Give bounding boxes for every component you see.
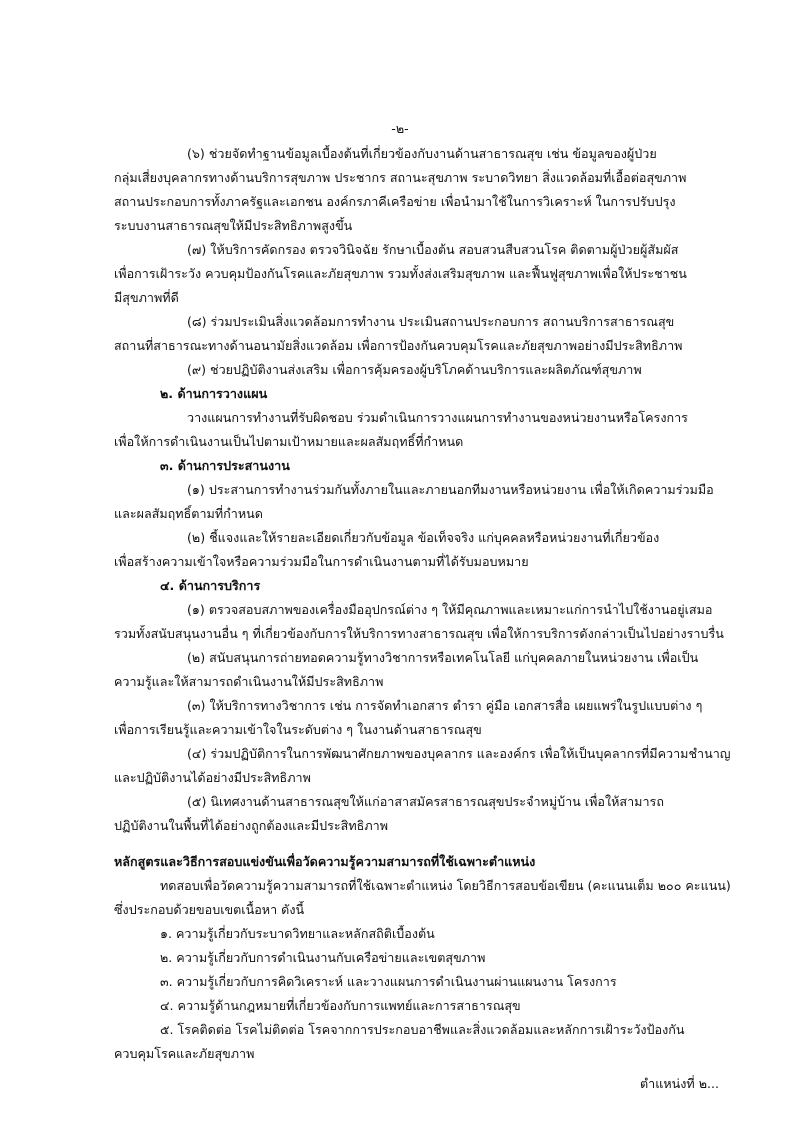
paragraph-line: ซึ่งประกอบด้วยขอบเขตเนื้อหา ดังนี้	[114, 902, 305, 917]
paragraph-line: เพื่อให้การดำเนินงานเป็นไปตามเป้าหมายและผลสัมฤทธิ์ที่กำหนด	[114, 434, 464, 449]
paragraph-line: เพื่อการเฝ้าระวัง ควบคุมป้องกันโรคและภัยสุขภาพ รวมทั้งส่งเสริมสุขภาพ และฟื้นฟูสุขภาพเพื่อให้ประชาชน	[114, 266, 687, 281]
paragraph-line: ปฏิบัติงานในพื้นที่ได้อย่างถูกต้องและมีประสิทธิภาพ	[114, 818, 389, 833]
paragraph-line: สถานประกอบการทั้งภาครัฐและเอกชน องค์กรภาคีเครือข่าย เพื่อนำมาใช้ในการวิเคราะห์ ในการปรับปรุง	[114, 194, 676, 209]
paragraph-line: (๕) นิเทศงานด้านสาธารณสุขให้แก่อาสาสมัครสาธารณสุขประจำหมู่บ้าน เพื่อให้สามารถ	[187, 794, 664, 809]
paragraph-line: (๖) ช่วยจัดทำฐานข้อมูลเบื้องต้นที่เกี่ยวข้องกับงานด้านสาธารณสุข เช่น ข้อมูลของผู้ป่วย	[187, 146, 657, 161]
paragraph-line: ระบบงานสาธารณสุขให้มีประสิทธิภาพสูงขึ้น	[114, 218, 353, 233]
paragraph-line: (๒) ชี้แจงและให้รายละเอียดเกี่ยวกับข้อมูล ข้อเท็จจริง แก่บุคคลหรือหน่วยงานที่เกี่ยวข้อง	[187, 530, 660, 545]
section-heading: ๓. ด้านการประสานงาน	[160, 458, 290, 473]
list-item: ๕. โรคติดต่อ โรคไม่ติดต่อ โรคจากการประกอบอาชีพและสิ่งแวดล้อมและหลักการเฝ้าระวังป้องกัน	[160, 1022, 685, 1037]
paragraph-line: วางแผนการทำงานที่รับผิดชอบ ร่วมดำเนินการวางแผนการทำงานของหน่วยงานหรือโครงการ	[187, 410, 688, 425]
paragraph-line: (๓) ให้บริการทางวิชาการ เช่น การจัดทำเอกสาร ตำรา คู่มือ เอกสารสื่อ เผยแพร่ในรูปแบบต่าง ๆ	[187, 698, 703, 713]
paragraph-line: (๗) ให้บริการคัดกรอง ตรวจวินิจฉัย รักษาเบื้องต้น สอบสวนสืบสวนโรค ติดตามผู้ป่วยผู้สัมผัส	[187, 242, 679, 257]
paragraph-line: ความรู้และให้สามารถดำเนินงานให้มีประสิทธิภาพ	[114, 674, 384, 689]
list-item: ๑. ความรู้เกี่ยวกับระบาดวิทยาและหลักสถิติเบื้องต้น	[160, 926, 435, 941]
paragraph-line: เพื่อสร้างความเข้าใจหรือความร่วมมือในการดำเนินงานตามที่ได้รับมอบหมาย	[114, 554, 529, 569]
section-heading: ๔. ด้านการบริการ	[160, 578, 261, 593]
paragraph-line: มีสุขภาพที่ดี	[114, 290, 179, 305]
page-number: -๒-	[391, 121, 409, 136]
paragraph-line: (๒) สนับสนุนการถ่ายทอดความรู้ทางวิชาการหรือเทคโนโลยี แก่บุคคลภายในหน่วยงาน เพื่อเป็น	[187, 650, 699, 665]
paragraph-line: และผลสัมฤทธิ์ตามที่กำหนด	[114, 506, 263, 521]
paragraph-line: (๘) ร่วมประเมินสิ่งแวดล้อมการทำงาน ประเมินสถานประกอบการ สถานบริการสาธารณสุข	[187, 314, 675, 329]
continuation-footer: ตำแหน่งที่ ๒...	[640, 1076, 720, 1091]
paragraph-line: และปฏิบัติงานได้อย่างมีประสิทธิภาพ	[114, 770, 311, 785]
paragraph-line: (๑) ตรวจสอบสภาพของเครื่องมืออุปกรณ์ต่าง ๆ ให้มีคุณภาพและเหมาะแก่การนำไปใช้งานอยู่เสมอ	[187, 602, 713, 617]
list-item: ๓. ความรู้เกี่ยวกับการคิดวิเคราะห์ และวางแผนการดำเนินงานผ่านแผนงาน โครงการ	[160, 974, 617, 989]
section-heading: ๒. ด้านการวางแผน	[160, 386, 268, 401]
paragraph-line: ทดสอบเพื่อวัดความรู้ความสามารถที่ใช้เฉพาะตำแหน่ง โดยวิธีการสอบข้อเขียน (คะแนนเต็ม ๒๐๐ คะแนน)	[160, 878, 731, 893]
paragraph-line: เพื่อการเรียนรู้และความเข้าใจในระดับต่าง ๆ ในงานด้านสาธารณสุข	[114, 722, 482, 737]
paragraph-line: (๔) ร่วมปฏิบัติการในการพัฒนาศักยภาพของบุคลากร และองค์กร เพื่อให้เป็นบุคลากรที่มีความชำนาญ	[187, 746, 731, 761]
paragraph-line: สถานที่สาธารณะทางด้านอนามัยสิ่งแวดล้อม เพื่อการป้องกันควบคุมโรคและภัยสุขภาพอย่างมีประสิทธิภาพ	[114, 338, 683, 353]
section-title: หลักสูตรและวิธีการสอบแข่งขันเพื่อวัดความรู้ความสามารถที่ใช้เฉพาะตำแหน่ง	[114, 854, 536, 869]
list-item: ๒. ความรู้เกี่ยวกับการดำเนินงานกับเครือข่ายและเขตสุขภาพ	[160, 950, 486, 965]
paragraph-line: กลุ่มเสี่ยงบุคลากรทางด้านบริการสุขภาพ ประชากร สถานะสุขภาพ ระบาดวิทยา สิ่งแวดล้อมที่เอื้อต่อสุขภาพ	[114, 170, 687, 185]
paragraph-line: ควบคุมโรคและภัยสุขภาพ	[114, 1046, 255, 1061]
paragraph-line: รวมทั้งสนับสนุนงานอื่น ๆ ที่เกี่ยวข้องกับการให้บริการทางสาธารณสุข เพื่อให้การบริการดังกล่าวเป็นไปอย่างราบรื่น	[114, 626, 724, 641]
paragraph-line: (๑) ประสานการทำงานร่วมกันทั้งภายในและภายนอกทีมงานหรือหน่วยงาน เพื่อให้เกิดความร่วมมือ	[187, 482, 714, 497]
list-item: ๔. ความรู้ด้านกฎหมายที่เกี่ยวข้องกับการแพทย์และการสาธารณสุข	[160, 998, 521, 1013]
paragraph-line: (๙) ช่วยปฏิบัติงานส่งเสริม เพื่อการคุ้มครองผู้บริโภคด้านบริการและผลิตภัณฑ์สุขภาพ	[187, 362, 642, 377]
